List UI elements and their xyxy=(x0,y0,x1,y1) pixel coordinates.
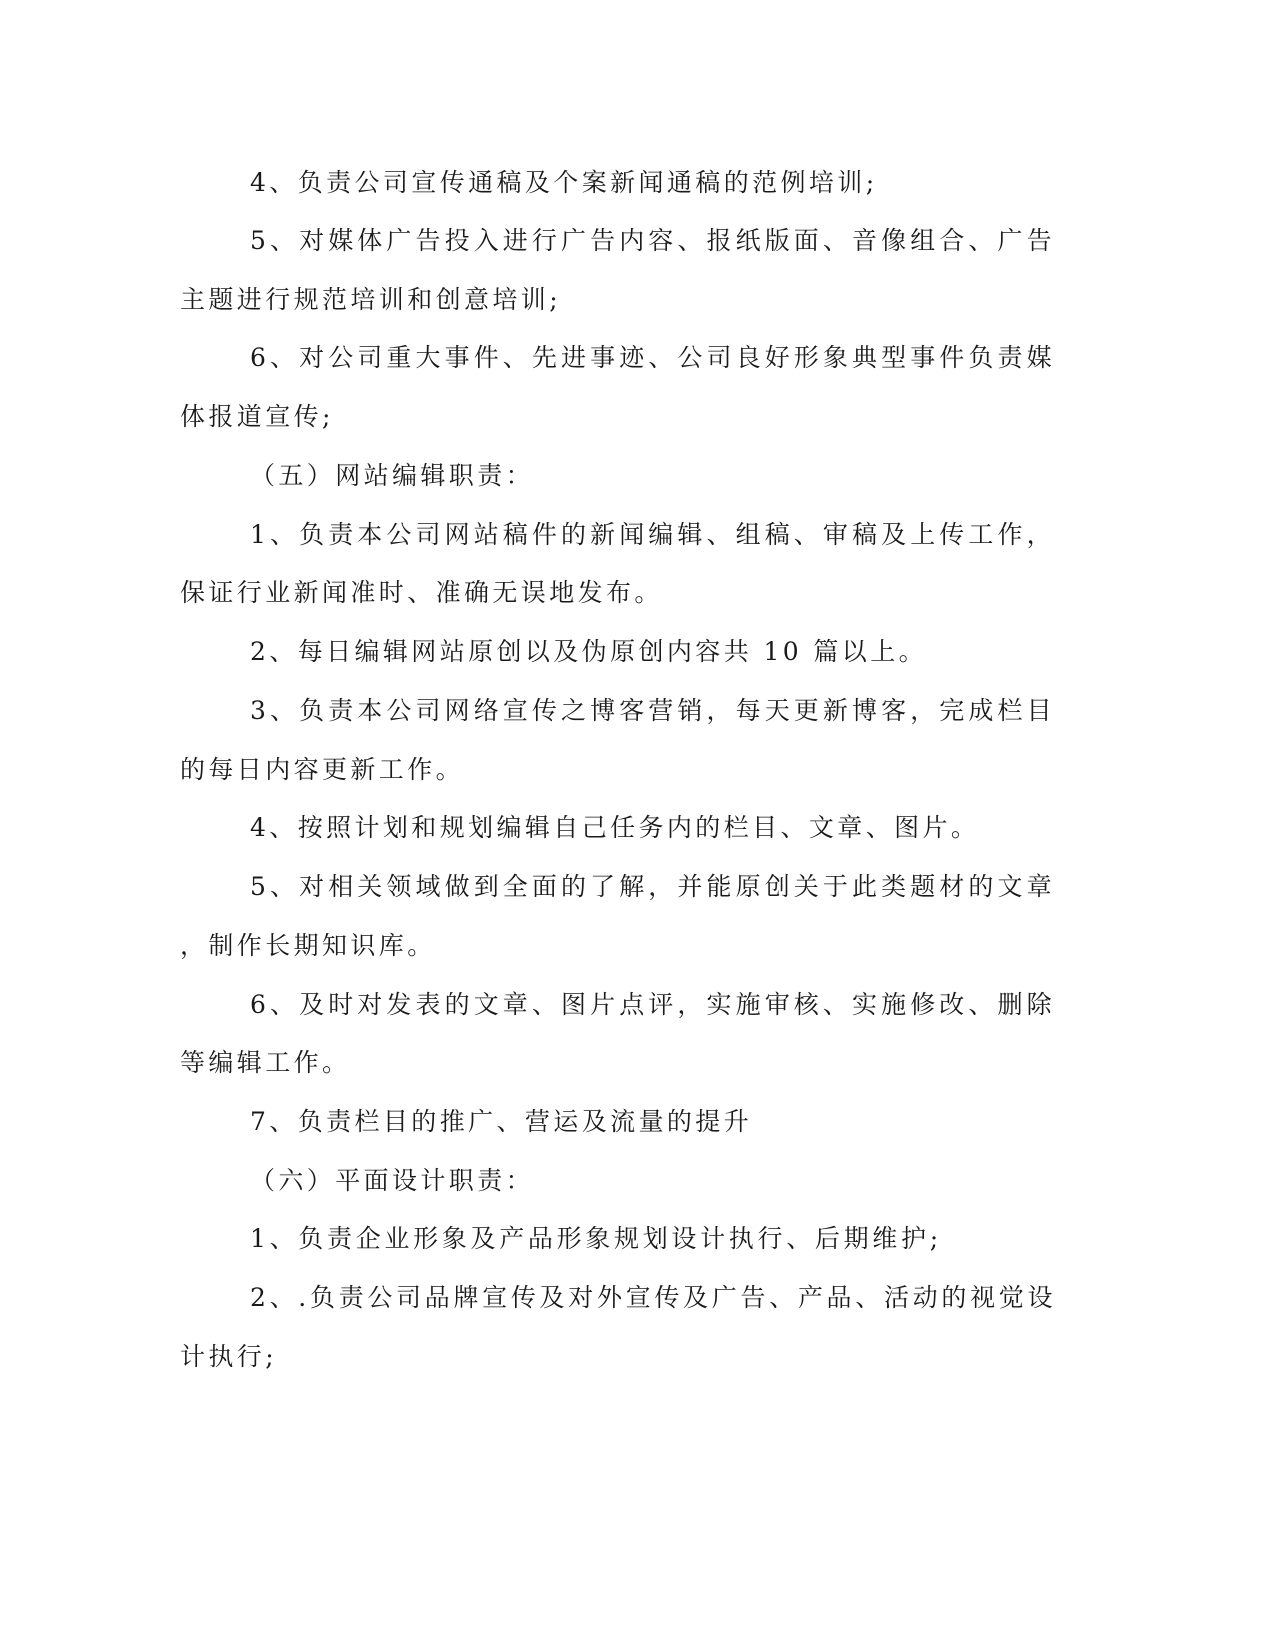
section-heading-graphic-design: （六）平面设计职责： xyxy=(250,1166,535,1195)
web-item-6: 6、及时对发表的文章、图片点评，实施审核、实施修改、删除 xyxy=(250,990,1056,1019)
web-item-3: 3、负责本公司网络宣传之博客营销，每天更新博客，完成栏目 xyxy=(250,696,1056,725)
web-item-5: 5、对相关领域做到全面的了解，并能原创关于此类题材的文章 xyxy=(250,872,1056,901)
web-item-4: 4、按照计划和规划编辑自己任务内的栏目、文章、图片。 xyxy=(250,813,980,842)
item-4-media-training: 4、负责公司宣传通稿及个案新闻通稿的范例培训; xyxy=(250,168,878,197)
web-item-6-cont: 等编辑工作。 xyxy=(180,1048,351,1077)
web-item-1-cont: 保证行业新闻准时、准确无误地发布。 xyxy=(180,578,663,607)
item-6-media-reporting-cont: 体报道宣传; xyxy=(180,402,334,431)
web-item-3-cont: 的每日内容更新工作。 xyxy=(180,755,465,784)
web-item-1: 1、负责本公司网站稿件的新闻编辑、组稿、审稿及上传工作， xyxy=(250,520,1056,549)
section-heading-web-editor: （五）网站编辑职责： xyxy=(250,461,535,490)
design-item-2: 2、.负责公司品牌宣传及对外宣传及广告、产品、活动的视觉设 xyxy=(250,1283,1057,1312)
design-item-1: 1、负责企业形象及产品形象规划设计执行、后期维护; xyxy=(250,1224,942,1253)
design-item-2-cont: 计执行; xyxy=(180,1342,278,1371)
web-item-7: 7、负责栏目的推广、营运及流量的提升 xyxy=(250,1107,753,1136)
web-item-2: 2、每日编辑网站原创以及伪原创内容共 10 篇以上。 xyxy=(250,637,928,666)
web-item-5-cont: ，制作长期知识库。 xyxy=(180,931,436,960)
item-5-ad-training-cont: 主题进行规范培训和创意培训; xyxy=(180,285,562,314)
item-5-ad-training: 5、对媒体广告投入进行广告内容、报纸版面、音像组合、广告 xyxy=(250,226,1056,255)
item-6-media-reporting: 6、对公司重大事件、先进事迹、公司良好形象典型事件负责媒 xyxy=(250,343,1056,372)
